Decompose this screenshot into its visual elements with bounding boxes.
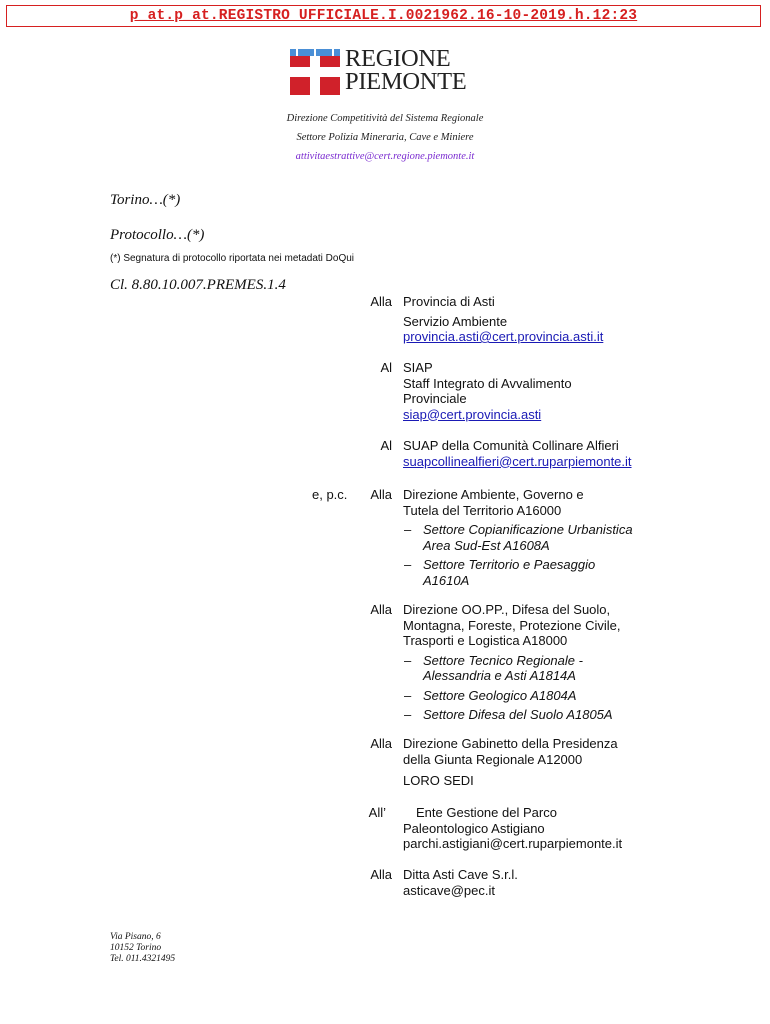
cc-label: e, p.c.	[312, 487, 348, 502]
recipient-prefix: Al	[380, 360, 392, 375]
loro-sedi: LORO SEDI	[403, 773, 474, 788]
recipient-prefix: Alla	[370, 294, 392, 309]
recipient-block: Ditta Asti Cave S.r.l. asticave@pec.it	[403, 867, 518, 898]
recipient-prefix: Alla	[370, 487, 392, 502]
torino-date: Torino…(*)	[110, 192, 181, 208]
protocollo: Protocollo…(*)	[110, 227, 205, 243]
recipient-block: Direzione Gabinetto della Presidenza della Giunta Regionale A12000 LORO SEDI	[403, 736, 618, 788]
sub-office: – Settore Difesa del Suolo A1805A	[403, 707, 621, 723]
recipient-block: SIAP Staff Integrato di Avvalimento Provinciale siap@cert.provincia.asti	[403, 360, 572, 422]
logo-text: REGIONE PIEMONTE	[345, 45, 467, 95]
piemonte-flag-icon	[290, 49, 340, 95]
recipient-block: Provincia di Asti Servizio Ambiente provincia.asti@cert.provincia.asti.it	[403, 294, 604, 344]
sub-office: – Settore Copianificazione Urbanistica Area Sud-Est A1608A	[403, 522, 633, 553]
sub-office: – Settore Territorio e Paesaggio A1610A	[403, 557, 633, 588]
protocol-stamp: p_at.p_at.REGISTRO UFFICIALE.I.0021962.16-10-2019.h.12:23	[6, 5, 761, 27]
recipient-email-link[interactable]: siap@cert.provincia.asti	[403, 406, 542, 422]
recipient-block: Ente Gestione del Parco Paleontologico Astigiano parchi.astigiani@cert.ruparpiemonte.it	[403, 805, 623, 851]
recipient-block: SUAP della Comunità Collinare Alfieri suapcollinealfieri@cert.ruparpiemonte.it	[403, 438, 632, 469]
recipient-prefix: Alla	[370, 736, 392, 751]
sub-office: – Settore Tecnico Regionale - Alessandria e Asti A1814A	[403, 653, 621, 684]
recipient-email-link[interactable]: provincia.asti@cert.provincia.asti.it	[403, 329, 604, 344]
recipient-prefix: Al	[380, 438, 392, 453]
regione-piemonte-logo	[290, 45, 467, 97]
footer-address: Via Pisano, 6 10152 Torino Tel. 011.4321495	[110, 932, 176, 964]
direzione-label: Direzione Competitività del Sistema Regionale	[286, 113, 484, 124]
recipient-email-link[interactable]: suapcollinealfieri@cert.ruparpiemonte.it	[403, 453, 632, 469]
protocol-note: (*) Segnatura di protocollo riportata nei metadati DoQui	[110, 253, 355, 264]
recipient-block: Direzione OO.PP., Difesa del Suolo, Montagna, Foreste, Protezione Civile, Trasporti e Logistica A18000 – Settore Tecnico Regionale - Alessandria e Asti A1814A – Settore Geologico A1804A – Settore Difesa del Suolo A1805A	[403, 602, 621, 723]
settore-label: Settore Polizia Mineraria, Cave e Miniere	[296, 132, 474, 143]
recipient-prefix: Alla	[370, 602, 392, 617]
recipient-prefix: Alla	[370, 867, 392, 882]
sub-office: – Settore Geologico A1804A	[403, 688, 621, 704]
recipient-block: Direzione Ambiente, Governo e Tutela del Territorio A16000 – Settore Copianificazione Urbanistica Area Sud-Est A1608A – Settore Territorio e Paesaggio A1610A	[403, 487, 633, 588]
settore-email: attivitaestrattive@cert.regione.piemonte.it	[295, 151, 475, 162]
classifica: Cl. 8.80.10.007.PREMES.1.4	[110, 277, 286, 293]
recipient-prefix: All’	[368, 805, 386, 820]
